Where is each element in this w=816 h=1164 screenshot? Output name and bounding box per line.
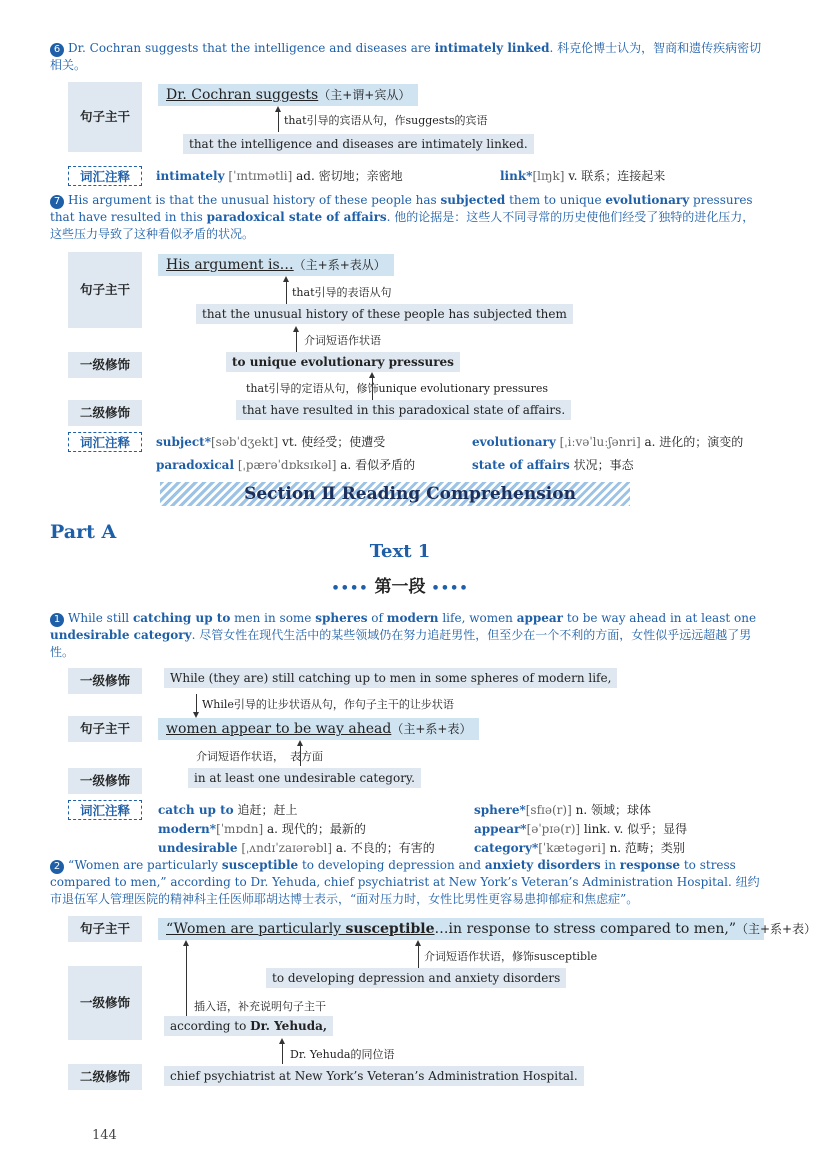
label-vocabulary: 词汇注释 bbox=[68, 166, 142, 186]
label-main-clause: 句子主干 bbox=[68, 716, 142, 742]
vocab-entry: category*[ˈkætəgəri] n. 范畴；类别 bbox=[474, 841, 685, 855]
label-main-clause: 句子主干 bbox=[68, 916, 142, 942]
appositive: chief psychiatrist at New York’s Veteran’s Administration Hospital. bbox=[164, 1066, 584, 1086]
modifier-1: to developing depression and anxiety disorders bbox=[266, 968, 566, 988]
annotation: 介词短语作状语，修饰susceptible bbox=[424, 950, 598, 963]
main-clause: Dr. Cochran suggests（主+谓+宾从） bbox=[158, 84, 418, 106]
sentence-6: 6 Dr. Cochran suggests that the intelligence and diseases are intimately linked. 科克伦博士认为，智商和遗传疾病密切相关。 bbox=[50, 41, 762, 72]
label-first-modifier: 一级修饰 bbox=[68, 352, 142, 378]
label-first-modifier: 一级修饰 bbox=[68, 966, 142, 1040]
arrow-icon bbox=[293, 326, 299, 332]
arrow-icon bbox=[369, 372, 375, 378]
arrow-icon bbox=[279, 1038, 285, 1044]
annotation: that引导的定语从句，修饰unique evolutionary pressures bbox=[246, 382, 549, 395]
arrow-icon bbox=[283, 276, 289, 282]
connector-line bbox=[278, 110, 279, 132]
vocab-entry: undesirable [ˌʌndɪˈzaɪərəbl] a. 不良的；有害的 bbox=[158, 841, 435, 855]
parenthetical: according to Dr. Yehuda, bbox=[164, 1016, 333, 1036]
sentence-2: 2 “Women are particularly susceptible to developing depression and anxiety disorders in response to stress compared to men,” according to Dr. Yehuda, chief psychiatrist at New York’s Veteran’s Administration Hospital. 纽约市退伍军人管理医院的精神科主任医师耶胡达博士表示，“面对压力时，女性比男性更容易患抑郁症和焦虑症”。 bbox=[50, 858, 760, 906]
predicative-clause: that the unusual history of these people has subjected them bbox=[196, 304, 573, 324]
vocab-entry: link*[lɪŋk] v. 联系；连接起来 bbox=[500, 169, 666, 183]
sentence-number: 1 bbox=[50, 613, 64, 627]
vocab-entry: state of affairs 状况；事态 bbox=[472, 458, 634, 472]
sentence-number: 2 bbox=[50, 860, 64, 874]
vocab-entry: appear*[əˈpɪə(r)] link. v. 似乎；显得 bbox=[474, 822, 688, 836]
paragraph-heading: •••• 第一段 •••• bbox=[331, 577, 469, 597]
section-title: Section Ⅱ Reading Comprehension bbox=[244, 484, 576, 504]
annotation: 插入语，补充说明句子主干 bbox=[194, 1000, 326, 1013]
label-main-clause: 句子主干 bbox=[68, 252, 142, 328]
arrow-icon bbox=[415, 940, 421, 946]
annotation: that引导的宾语从句，作suggests的宾语 bbox=[284, 114, 488, 127]
annotation: Dr. Yehuda的同位语 bbox=[290, 1048, 395, 1061]
connector-line bbox=[186, 944, 187, 1016]
label-vocabulary: 词汇注释 bbox=[68, 800, 142, 820]
main-clause: “Women are particularly susceptible…in response to stress compared to men,”（主+系+表） bbox=[158, 918, 764, 940]
label-first-modifier: 一级修饰 bbox=[68, 668, 142, 694]
arrow-icon bbox=[275, 106, 281, 112]
part-heading: Part A bbox=[50, 521, 117, 543]
label-second-modifier: 二级修饰 bbox=[68, 400, 142, 426]
modifier-2: in at least one undesirable category. bbox=[188, 768, 421, 788]
vocab-entry: intimately [ˈɪntɪmətli] ad. 密切地；亲密地 bbox=[156, 169, 403, 183]
vocab-entry: sphere*[sfɪə(r)] n. 领域；球体 bbox=[474, 803, 651, 817]
text-title: Text 1 bbox=[369, 541, 431, 562]
connector-line bbox=[372, 376, 373, 400]
sentence-7: 7 His argument is that the unusual history of these people has subjected them to unique evolutionary pressures that have resulted in this paradoxical state of affairs. 他的论据是：这些人不同寻常的历史使他们经受了独特的进化压力，这些压力导致了这种看似矛盾的状况。 bbox=[50, 193, 755, 241]
vocab-entry: subject*[səbˈdʒekt] vt. 使经受；使遭受 bbox=[156, 435, 386, 449]
sentence-number: 7 bbox=[50, 195, 64, 209]
modifier-1: While (they are) still catching up to men in some spheres of modern life, bbox=[164, 668, 617, 688]
arrow-icon bbox=[183, 940, 189, 946]
label-second-modifier: 二级修饰 bbox=[68, 1064, 142, 1090]
annotation: While引导的让步状语从句，作句子主干的让步状语 bbox=[202, 698, 454, 711]
dots-decoration: •••• bbox=[331, 581, 369, 596]
annotation: that引导的表语从句 bbox=[292, 286, 392, 299]
dots-decoration: •••• bbox=[431, 581, 469, 596]
vocab-entry: catch up to 追赶；赶上 bbox=[158, 803, 298, 817]
label-vocabulary: 词汇注释 bbox=[68, 432, 142, 452]
sentence-1: 1 While still catching up to men in some spheres of modern life, women appear to be way ahead in at least one undesirable category. 尽管女性在现代生活中的某些领域仍在努力追赶男性，但至少在一个不利的方面，女性似乎远远超越了男性。 bbox=[50, 611, 757, 659]
annotation: 介词短语作状语 bbox=[304, 334, 381, 347]
main-clause: women appear to be way ahead（主+系+表） bbox=[158, 718, 479, 740]
connector-line bbox=[286, 280, 287, 304]
modifier-2: that have resulted in this paradoxical state of affairs. bbox=[236, 400, 571, 420]
object-clause: that the intelligence and diseases are intimately linked. bbox=[183, 134, 534, 154]
main-clause: His argument is…（主+系+表从） bbox=[158, 254, 394, 276]
page-number: 144 bbox=[92, 1128, 117, 1143]
sentence-number: 6 bbox=[50, 43, 64, 57]
arrow-icon bbox=[297, 740, 303, 746]
vocab-entry: paradoxical [ˌpærəˈdɒksɪkəl] a. 看似矛盾的 bbox=[156, 458, 416, 472]
modifier-1: to unique evolutionary pressures bbox=[226, 352, 460, 372]
annotation: 介词短语作状语， 表方面 bbox=[196, 750, 323, 763]
label-first-modifier: 一级修饰 bbox=[68, 768, 142, 794]
vocab-entry: evolutionary [ˌiːvəˈluːʃənri] a. 进化的；演变的 bbox=[472, 435, 744, 449]
label-main-clause: 句子主干 bbox=[68, 82, 142, 152]
connector-line bbox=[296, 330, 297, 352]
vocab-entry: modern*[ˈmɒdn] a. 现代的；最新的 bbox=[158, 822, 366, 836]
